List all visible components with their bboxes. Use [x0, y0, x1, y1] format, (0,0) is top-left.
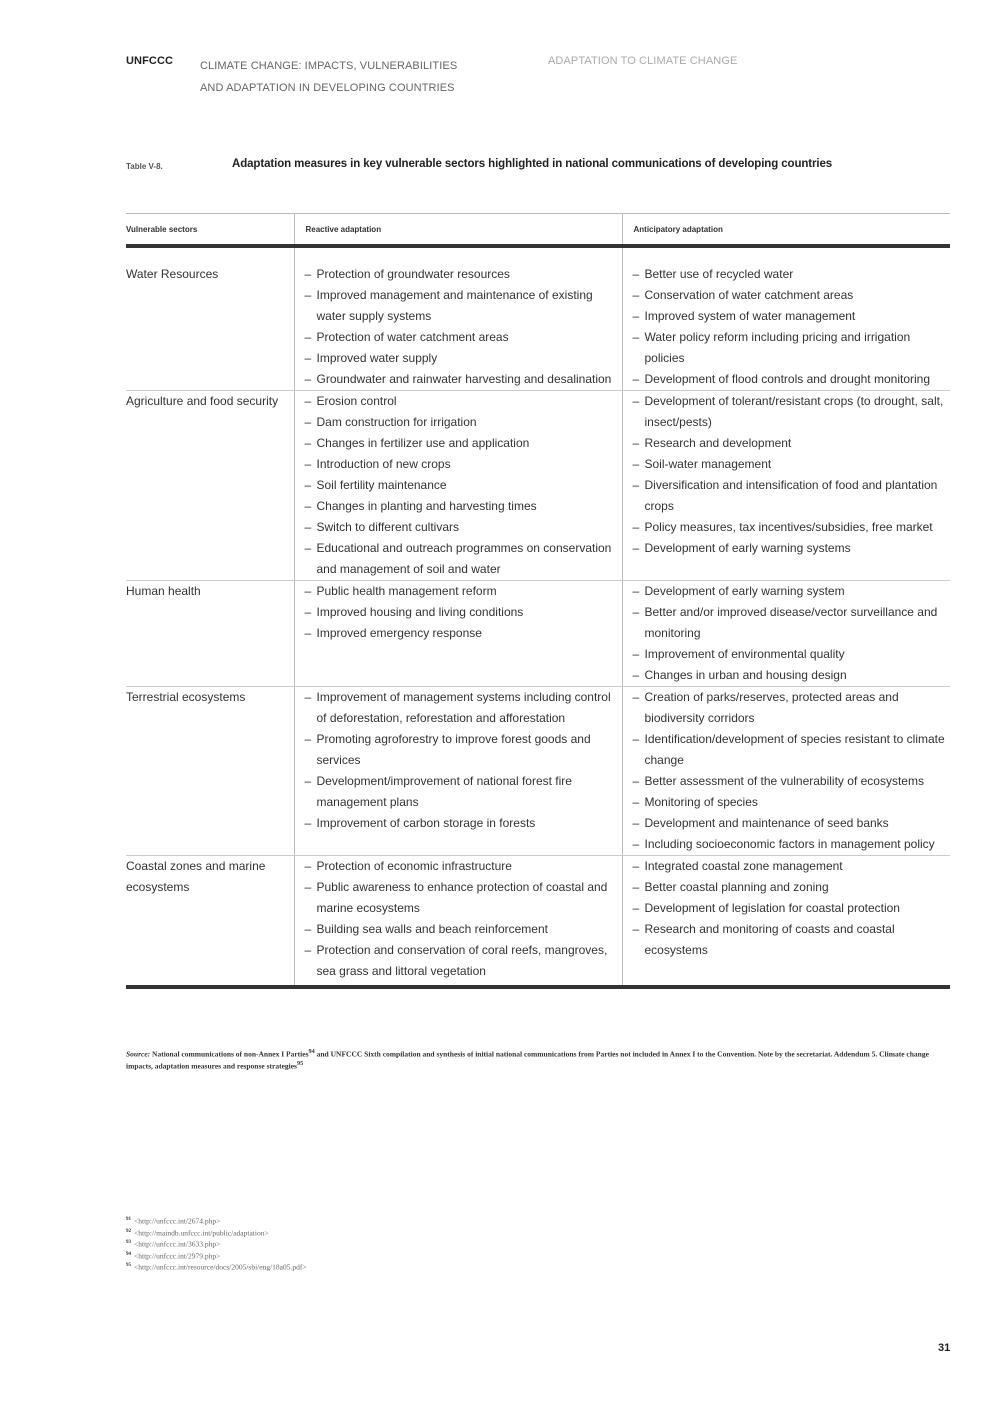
header-section-title: ADAPTATION TO CLIMATE CHANGE: [548, 55, 738, 67]
list-item: – Improvement of environmental quality: [633, 644, 947, 665]
list-item: – Dam construction for irrigation: [305, 412, 618, 433]
list-item: – Protection of economic infrastructure: [305, 856, 618, 877]
list-item: – Improved emergency response: [305, 623, 618, 644]
footnote: [126, 1250, 307, 1262]
list-item: – Policy measures, tax incentives/subsidies, free market: [633, 517, 947, 538]
header-org: UNFCCC: [126, 55, 174, 67]
anticipatory-measures-list: [633, 264, 947, 390]
footnotes: [126, 1215, 307, 1273]
list-item: – Development/improvement of national forest fire management plans: [305, 771, 618, 813]
list-item: – Better use of recycled water: [633, 264, 947, 285]
reactive-measures-list: [305, 856, 618, 982]
list-item: – Improved housing and living conditions: [305, 602, 618, 623]
sector-cell: Water Resources: [126, 246, 294, 391]
sector-cell: Terrestrial ecosystems: [126, 687, 294, 856]
list-item: – Introduction of new crops: [305, 454, 618, 475]
footnote-link[interactable]: <http://unfccc.int/2674.php>: [134, 1216, 221, 1226]
footnote-link[interactable]: <http://unfccc.int/resource/docs/2005/sbi/eng/18a05.pdf>: [134, 1262, 307, 1272]
column-header-sectors: Vulnerable sectors: [126, 214, 294, 247]
table-header-row: [126, 214, 950, 247]
footnote-link[interactable]: <http://maindb.unfccc.int/public/adaptation>: [134, 1228, 269, 1237]
table-row: [126, 581, 950, 687]
list-item: – Public health management reform: [305, 581, 618, 602]
column-header-reactive: Reactive adaptation: [294, 214, 622, 247]
table-row: [126, 246, 950, 391]
footnote-number: 93: [126, 1240, 131, 1245]
list-item: – Better coastal planning and zoning: [633, 877, 947, 898]
list-item: – Improved water supply: [305, 348, 618, 369]
adaptation-measures-table: [126, 213, 950, 989]
source-text: National communications of non-Annex I Parties: [152, 1049, 309, 1059]
source-text-2: and UNFCCC Sixth compilation and synthesis of initial national communications from Parties not included in Annex I to the Convention. Note by the secretariat. Addendum 5. Climate change impacts, adaptation measures and response strategies: [126, 1049, 929, 1071]
reactive-measures-list: [305, 687, 618, 834]
list-item: – Research and monitoring of coasts and coastal ecosystems: [633, 919, 947, 961]
table-row: [126, 391, 950, 581]
source-label: Source:: [126, 1049, 151, 1059]
footnote-number: 95: [126, 1263, 131, 1268]
header-document-title: [200, 55, 457, 99]
page-number: 31: [938, 1342, 951, 1354]
reactive-measures-list: [305, 581, 618, 644]
table-row: [126, 856, 950, 988]
table-body: [126, 246, 950, 987]
anticipatory-measures-list: [633, 687, 947, 855]
list-item: – Development of tolerant/resistant crops (to drought, salt, insect/pests): [633, 391, 947, 433]
list-item: – Development and maintenance of seed banks: [633, 813, 947, 834]
reactive-cell: [294, 687, 622, 856]
list-item: – Changes in planting and harvesting times: [305, 496, 618, 517]
anticipatory-cell: [622, 856, 950, 988]
list-item: – Better and/or improved disease/vector surveillance and monitoring: [633, 602, 947, 644]
reactive-cell: [294, 246, 622, 391]
header-title-line1: CLIMATE CHANGE: IMPACTS, VULNERABILITIES: [200, 60, 458, 72]
list-item: – Creation of parks/reserves, protected areas and biodiversity corridors: [633, 687, 947, 729]
list-item: – Protection of groundwater resources: [305, 264, 618, 285]
source-ref-2: 95: [296, 1060, 304, 1067]
list-item: – Conservation of water catchment areas: [633, 285, 947, 306]
header-title-line2: AND ADAPTATION IN DEVELOPING COUNTRIES: [200, 82, 455, 94]
anticipatory-measures-list: [633, 391, 947, 559]
list-item: – Development of legislation for coastal protection: [633, 898, 947, 919]
footnote-number: 92: [126, 1228, 131, 1234]
list-item: – Development of early warning systems: [633, 538, 947, 559]
list-item: – Development of flood controls and drought monitoring: [633, 369, 947, 390]
list-item: – Soil-water management: [633, 454, 947, 475]
list-item: – Changes in fertilizer use and application: [305, 433, 618, 454]
list-item: – Integrated coastal zone management: [633, 856, 947, 877]
reactive-cell: [294, 391, 622, 581]
footnote-number: 94: [126, 1251, 131, 1257]
list-item: – Protection of water catchment areas: [305, 327, 618, 348]
list-item: – Erosion control: [305, 391, 618, 412]
footnote: [126, 1227, 307, 1239]
list-item: – Improved system of water management: [633, 306, 947, 327]
list-item: – Improved management and maintenance of existing water supply systems: [305, 285, 618, 327]
list-item: – Protection and conservation of coral reefs, mangroves, sea grass and littoral vegetation: [305, 940, 618, 982]
table-row: [126, 687, 950, 856]
reactive-cell: [294, 581, 622, 687]
list-item: – Improvement of carbon storage in forests: [305, 813, 618, 834]
list-item: – Better assessment of the vulnerability of ecosystems: [633, 771, 947, 792]
sector-cell: Agriculture and food security: [126, 391, 294, 581]
list-item: – Promoting agroforestry to improve forest goods and services: [305, 729, 618, 771]
list-item: – Building sea walls and beach reinforcement: [305, 919, 618, 940]
list-item: – Educational and outreach programmes on conservation and management of soil and water: [305, 538, 618, 580]
list-item: – Improvement of management systems including control of deforestation, reforestation and afforestation: [305, 687, 618, 729]
list-item: – Diversification and intensification of food and plantation crops: [633, 475, 947, 517]
sector-cell: Coastal zones and marine ecosystems: [126, 856, 294, 988]
table-title: Adaptation measures in key vulnerable sectors highlighted in national communications of developing countries: [232, 158, 833, 170]
reactive-measures-list: [305, 391, 618, 580]
footnote-number: 91: [126, 1217, 131, 1222]
list-item: – Switch to different cultivars: [305, 517, 618, 538]
anticipatory-measures-list: [633, 856, 947, 961]
anticipatory-measures-list: [633, 581, 947, 686]
list-item: – Soil fertility maintenance: [305, 475, 618, 496]
reactive-cell: [294, 856, 622, 988]
anticipatory-cell: [622, 246, 950, 391]
list-item: – Research and development: [633, 433, 947, 454]
source-note: [126, 1047, 946, 1071]
footnote: [126, 1238, 307, 1250]
list-item: – Public awareness to enhance protection of coastal and marine ecosystems: [305, 877, 618, 919]
list-item: – Including socioeconomic factors in management policy: [633, 834, 947, 855]
table-label: Table V-8.: [126, 162, 163, 171]
list-item: – Water policy reform including pricing and irrigation policies: [633, 327, 947, 369]
reactive-measures-list: [305, 264, 618, 390]
anticipatory-cell: [622, 687, 950, 856]
list-item: – Identification/development of species resistant to climate change: [633, 729, 947, 771]
anticipatory-cell: [622, 391, 950, 581]
column-header-anticipatory: Anticipatory adaptation: [622, 214, 950, 247]
source-ref-1: 94: [308, 1048, 315, 1055]
sector-cell: Human health: [126, 581, 294, 687]
list-item: – Development of early warning system: [633, 581, 947, 602]
footnote-link[interactable]: <http://unfccc.int/2979.php>: [134, 1251, 221, 1260]
footnote-link[interactable]: <http://unfccc.int/3633.php>: [134, 1239, 221, 1249]
footnote: [126, 1215, 307, 1227]
list-item: – Monitoring of species: [633, 792, 947, 813]
footnote: [126, 1261, 307, 1273]
list-item: – Changes in urban and housing design: [633, 665, 947, 686]
anticipatory-cell: [622, 581, 950, 687]
list-item: – Groundwater and rainwater harvesting and desalination: [305, 369, 618, 390]
